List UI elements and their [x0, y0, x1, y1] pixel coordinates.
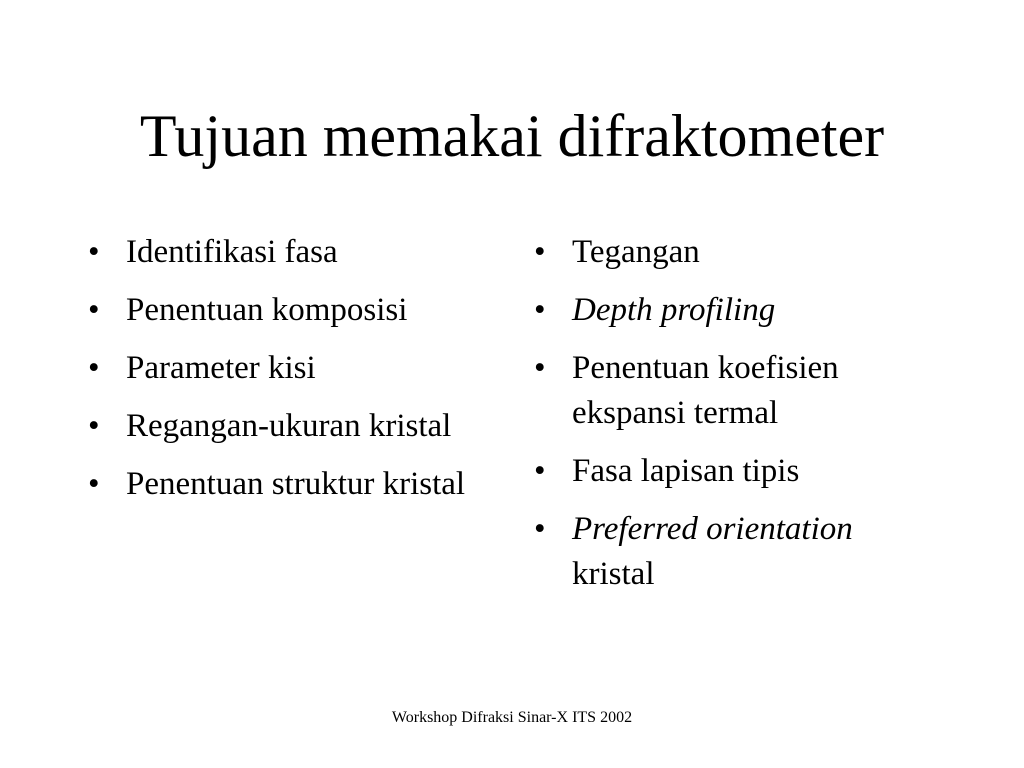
list-item	[528, 230, 928, 275]
list-item-text: Tegangan	[572, 234, 700, 270]
list-item-emphasis: Preferred orientation	[572, 511, 853, 547]
list-item	[82, 462, 482, 507]
list-item-text: Regangan-ukuran kristal	[126, 408, 452, 444]
bullet-icon: •	[534, 234, 546, 270]
bullet-icon: •	[88, 234, 100, 270]
list-item-text: Penentuan struktur kristal	[126, 466, 466, 502]
slide-footer: Workshop Difraksi Sinar-X ITS 2002	[391, 709, 633, 726]
bullet-icon: •	[534, 292, 546, 328]
list-item-text: Penentuan koefisien ekspansi termal	[572, 350, 839, 431]
left-bullet-list	[82, 230, 482, 520]
list-item-text: Penentuan komposisi	[126, 292, 408, 328]
list-item	[528, 449, 928, 494]
list-item-emphasis: Depth profiling	[572, 292, 776, 328]
right-bullet-list	[528, 230, 928, 610]
list-item-text: kristal	[572, 556, 655, 592]
slide-title: Tujuan memakai difraktometer	[139, 103, 885, 169]
list-item-text: Parameter kisi	[126, 350, 316, 386]
bullet-icon: •	[534, 511, 546, 547]
bullet-icon: •	[88, 466, 100, 502]
list-item	[528, 346, 928, 436]
list-item-text: Identifikasi fasa	[126, 234, 338, 270]
bullet-icon: •	[88, 292, 100, 328]
bullet-icon: •	[88, 350, 100, 386]
list-item	[528, 507, 928, 597]
bullet-icon: •	[534, 350, 546, 386]
list-item	[82, 288, 482, 333]
bullet-icon: •	[534, 453, 546, 489]
list-item-text: Fasa lapisan tipis	[572, 453, 800, 489]
list-item	[82, 346, 482, 391]
bullet-icon: •	[88, 408, 100, 444]
list-item	[82, 404, 482, 449]
list-item	[528, 288, 928, 333]
list-item	[82, 230, 482, 275]
